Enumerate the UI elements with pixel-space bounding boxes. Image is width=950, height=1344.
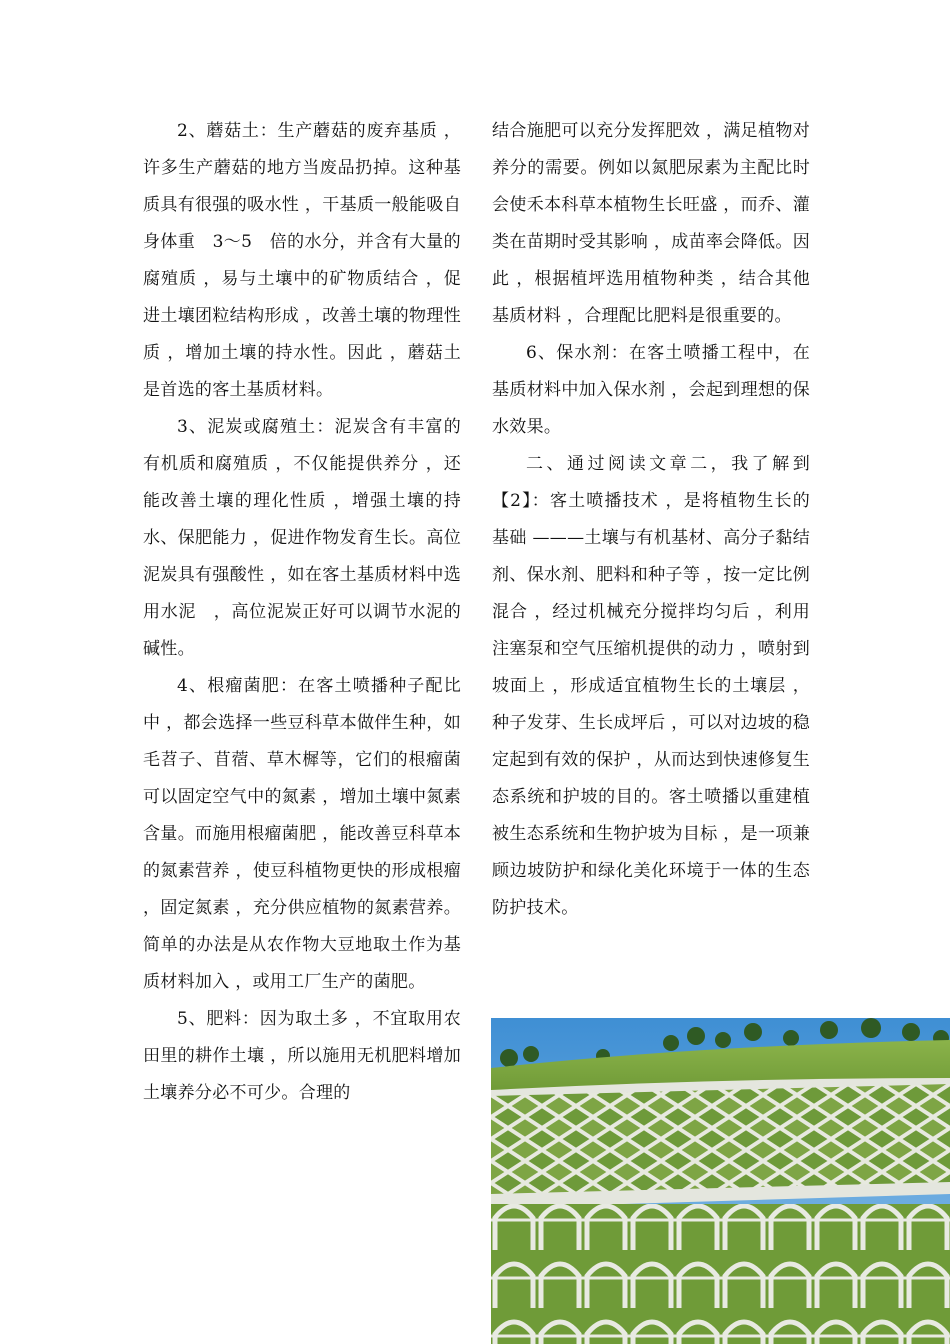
paragraph-mushroom-soil: 2、蘑菇土：生产蘑菇的废弃基质 ，许多生产蘑菇的地方当废品扔掉。这种基质具有很强的吸水性 ，干基质一般能吸自身体重 3～5 倍的水分，并含有大量的腐殖质 ，易与土壤中的矿物质结合 ，促进土壤团粒结构形成 ，改善土壤的物理性质 ，增加土壤的持水性。因此 ，蘑菇土是首选的客土基质材料。 xyxy=(143,121,461,400)
paragraph-fertilizer-continued: 结合施肥可以充分发挥肥效 ，满足植物对养分的需要。例如以氮肥尿素为主配比时会使禾本科草本植物生长旺盛 ，而乔、灌类在苗期时受其影响 ，成苗率会降低。因此 ，根据植坪选用植物种类 ，结合其他基质材料 ，合理配比肥料是很重要的。 xyxy=(492,121,810,326)
paragraph-fertilizer: 5、肥料：因为取土多 ，不宜取用农田里的耕作土壤 ，所以施用无机肥料增加土壤养分必不可少。合理的 xyxy=(143,1009,461,1103)
paragraph-water-retention: 6、保水剂：在客土喷播工程中，在基质材料中加入保水剂 ，会起到理想的保水效果。 xyxy=(492,343,810,437)
paragraph-rhizobium-fertilizer: 4、根瘤菌肥：在客土喷播种子配比中 ，都会选择一些豆科草本做伴生种，如毛苕子、苜蓿、草木樨等，它们的根瘤菌可以固定空气中的氮素 ，增加土壤中氮素含量。而施用根瘤菌肥 ，能改善豆科草本的氮素营养 ，使豆科植物更快的形成根瘤 ，固定氮素 ，充分供应植物的氮素营养。简单的办法是从农作物大豆地取土作为基质材料加入 ，或用工厂生产的菌肥。 xyxy=(143,676,461,992)
left-column xyxy=(143,113,461,1112)
right-column xyxy=(492,113,810,927)
paragraph-peat-humus: 3、泥炭或腐殖土：泥炭含有丰富的有机质和腐殖质 ，不仅能提供养分 ，还能改善土壤的理化性质 ，增强土壤的持水、保肥能力 ，促进作物发育生长。高位泥炭具有强酸性 ，如在客土基质材料中选用水泥 ，高位泥炭正好可以调节水泥的碱性。 xyxy=(143,417,461,659)
slope-protection-photo xyxy=(491,1018,950,1344)
paragraph-article-two: 二、通过阅读文章二，我了解到【2】：客土喷播技术 ，是将植物生长的基础 ———土壤与有机基材、高分子黏结剂、保水剂、肥料和种子等 ，按一定比例混合 ，经过机械充分搅拌均匀后 ，利用注塞泵和空气压缩机提供的动力 ，喷射到坡面上 ，形成适宜植物生长的土壤层 ，种子发芽、生长成坪后 ，可以对边坡的稳定起到有效的保护 ，从而达到快速修复生态系统和护坡的目的。客土喷播以重建植被生态系统和生物护坡为目标 ，是一项兼顾边坡防护和绿化美化环境于一体的生态防护技术。 xyxy=(492,454,810,918)
